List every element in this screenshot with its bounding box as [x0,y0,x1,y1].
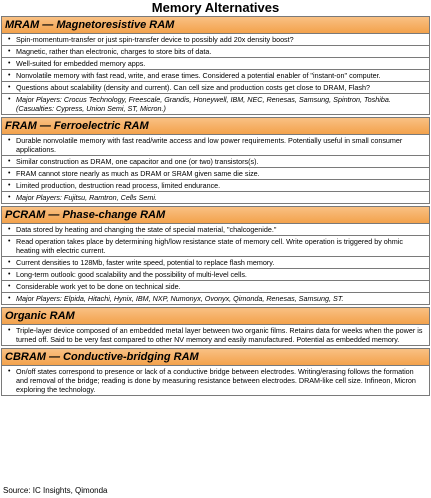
section-heading-mram: MRAM — Magnetoresistive RAM [2,17,429,34]
section-mram [1,16,430,115]
section-heading-cbram: CBRAM — Conductive-bridging RAM [2,349,429,366]
bullet-list-fram [2,135,429,203]
list-item: • Data stored by heating and changing the state of special material, "chalcogenide." [2,224,429,236]
list-item: • Well-suited for embedded memory apps. [2,58,429,70]
list-item: • Limited production, destruction read process, limited endurance. [2,180,429,192]
section-heading-pcram: PCRAM — Phase-change RAM [2,207,429,224]
list-item: • On/off states correspond to presence or lack of a conductive bridge between electrodes. Writing/erasing follows the formation and removal of the bridge; reading is done by measuring resistance between electrodes. DRAM-like cell size. Infineon, Micron exploring the technology. [2,366,429,395]
bullet-list-organic-ram [2,325,429,345]
list-item: • Considerable work yet to be done on technical side. [2,281,429,293]
list-item: • Triple-layer device composed of an embedded metal layer between two organic films. Retains data for weeks when the power is turned off. Said to be very fast compared to other NV memory and easily manufactured. Potential as embedded memory. [2,325,429,345]
list-item: • Long-term outlook: good scalability and the possibility of multi-level cells. [2,269,429,281]
list-item: • Similar construction as DRAM, one capacitor and one (or two) transistors(s). [2,156,429,168]
section-fram [1,117,430,204]
section-cbram [1,348,430,396]
source-note: Source: IC Insights, Qimonda [3,486,108,495]
list-item: • Magnetic, rather than electronic, charges to store bits of data. [2,46,429,58]
list-item: • Nonvolatile memory with fast read, write, and erase times. Considered a potential enabler of "instant-on" computer. [2,70,429,82]
section-heading-organic-ram: Organic RAM [2,308,429,325]
bullet-list-cbram [2,366,429,395]
list-item: • Questions about scalability (density and current). Can cell size and production costs get close to DRAM, Flash? [2,82,429,94]
major-players-item: • Major Players: Crocus Technology, Freescale, Grandis, Honeywell, IBM, NEC, Renesas, Samsung, Spintron, Toshiba. (Casualties: Cypress, Union Semi, ST, Micron.) [2,94,429,114]
page-title: Memory Alternatives [151,0,280,15]
list-item: • FRAM cannot store nearly as much as DRAM or SRAM given same die size. [2,168,429,180]
section-pcram [1,206,430,305]
major-players-item: • Major Players: Elpida, Hitachi, Hynix, IBM, NXP, Numonyx, Ovonyx, Qimonda, Renesas, Samsung, ST. [2,293,429,304]
bullet-list-pcram [2,224,429,304]
major-players-item: • Major Players: Fujitsu, Ramtron, Cells Semi. [2,192,429,203]
bullet-list-mram [2,34,429,114]
list-item: • Current densities to 128Mb, faster write speed, potential to replace flash memory. [2,257,429,269]
section-heading-fram: FRAM — Ferroelectric RAM [2,118,429,135]
list-item: • Read operation takes place by determining high/low resistance state of memory cell. Write operation is triggered by ohmic heating with electric current. [2,236,429,257]
list-item: • Spin-momentum-transfer or just spin-transfer device to possibly add 20x density boost? [2,34,429,46]
list-item: • Durable nonvolatile memory with fast read/write access and low power requirements. Potentially useful in small consumer applications. [2,135,429,156]
section-organic-ram [1,307,430,346]
